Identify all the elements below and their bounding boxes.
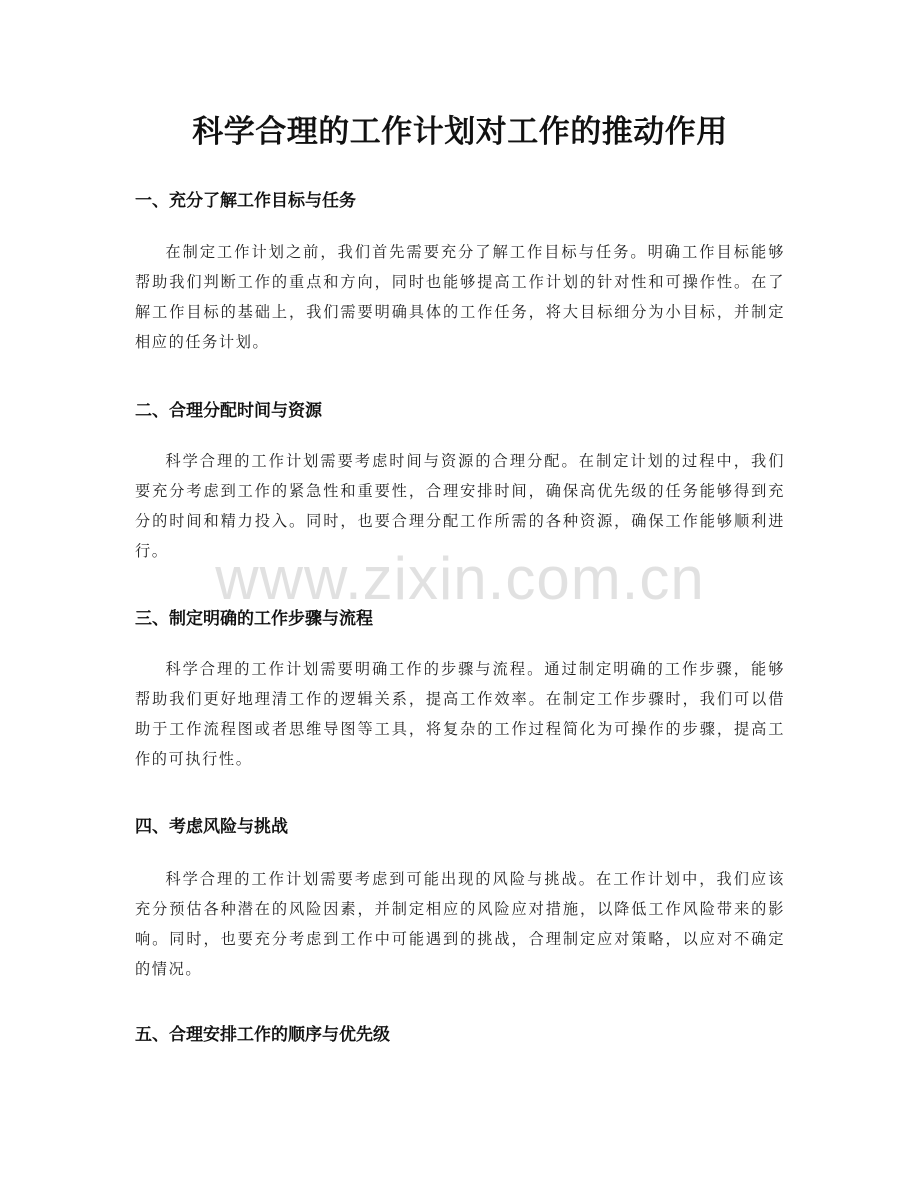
section-heading-2: 二、合理分配时间与资源: [135, 401, 322, 421]
section-heading-5: 五、合理安排工作的顺序与优先级: [135, 1025, 390, 1045]
section-heading-3: 三、制定明确的工作步骤与流程: [135, 609, 373, 629]
watermark: www.zixin.com.cn: [215, 545, 705, 612]
section-heading-4: 四、考虑风险与挑战: [135, 817, 288, 837]
section-heading-1: 一、充分了解工作目标与任务: [135, 191, 356, 211]
section-paragraph-4: 科学合理的工作计划需要考虑到可能出现的风险与挑战。在工作计划中，我们应该充分预估各种潜在的风险因素，并制定相应的风险应对措施，以降低工作风险带来的影响。同时，也要充分考虑到工作中可能遇到的挑战，合理制定应对策略，以应对不确定的情况。: [135, 870, 785, 978]
section-paragraph-3: 科学合理的工作计划需要明确工作的步骤与流程。通过制定明确的工作步骤，能够帮助我们更好地理清工作的逻辑关系，提高工作效率。在制定工作步骤时，我们可以借助于工作流程图或者思维导图等工具，将复杂的工作过程简化为可操作的步骤，提高工作的可执行性。: [135, 660, 785, 768]
section-paragraph-2: 科学合理的工作计划需要考虑时间与资源的合理分配。在制定计划的过程中，我们要充分考虑到工作的紧急性和重要性，合理安排时间，确保高优先级的任务能够得到充分的时间和精力投入。同时，也要合理分配工作所需的各种资源，确保工作能够顺利进行。: [135, 452, 785, 560]
document-title: 科学合理的工作计划对工作的推动作用: [192, 114, 728, 150]
section-paragraph-1: 在制定工作计划之前，我们首先需要充分了解工作目标与任务。明确工作目标能够帮助我们判断工作的重点和方向，同时也能够提高工作计划的针对性和可操作性。在了解工作目标的基础上，我们需要明确具体的工作任务，将大目标细分为小目标，并制定相应的任务计划。: [135, 243, 785, 351]
